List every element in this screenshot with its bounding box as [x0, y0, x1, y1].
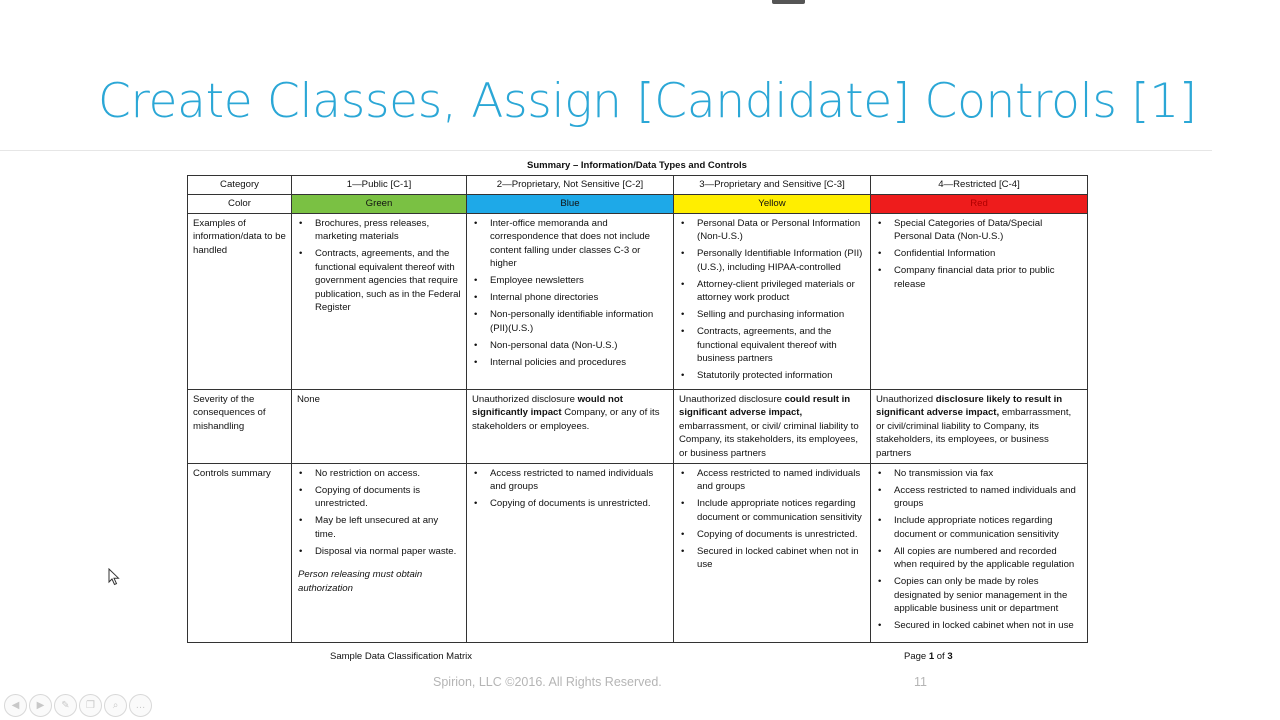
- list-item: • Personal Data or Personal Information (Non-U.S.): [697, 217, 865, 244]
- examples-c1-cell: [292, 214, 467, 390]
- list-item: • No transmission via fax: [894, 467, 1082, 480]
- list-item: • Access restricted to named individuals and groups: [894, 484, 1082, 511]
- list-item: • Copying of documents is unrestricted.: [490, 497, 668, 510]
- controls-c2-list: [472, 467, 668, 511]
- severity-c3-pre: Unauthorized disclosure: [679, 394, 785, 406]
- examples-c4-cell: [871, 214, 1088, 390]
- table-row-examples: [188, 214, 1088, 390]
- table-row-severity: [188, 390, 1088, 464]
- list-item: • Access restricted to named individuals and groups: [490, 467, 668, 494]
- list-item: • Statutorily protected information: [697, 369, 865, 382]
- controls-c1-note: Person releasing must obtain authorization: [298, 569, 423, 594]
- severity-c2-bold: would not significantly impact: [472, 394, 623, 419]
- list-item: • Copying of documents is unrestricted.: [315, 484, 461, 511]
- list-item: • Include appropriate notices regarding document or communication sensitivity: [894, 514, 1082, 541]
- list-item: • Inter-office memoranda and correspondence that does not include content falling under classes C-3 or higher: [490, 217, 668, 271]
- controls-c2-cell: [467, 464, 674, 643]
- list-item: • Company financial data prior to public release: [894, 264, 1082, 291]
- list-item: • Include appropriate notices regarding document or communication sensitivity: [697, 497, 865, 524]
- severity-c4-pre: Unauthorized: [876, 394, 936, 406]
- presentation-toolbar: [4, 694, 152, 717]
- examples-c3-cell: [674, 214, 871, 390]
- title-divider: [0, 150, 1212, 151]
- color-blue-cell: Blue: [467, 195, 674, 214]
- examples-c2-cell: [467, 214, 674, 390]
- color-red-cell: Red: [871, 195, 1088, 214]
- more-icon[interactable]: …: [129, 694, 152, 717]
- severity-c4: [871, 390, 1088, 464]
- header-proprietary-sensitive: 3—Proprietary and Sensitive [C-3]: [674, 176, 871, 195]
- severity-c4-post: embarrassment, or civil/criminal liability to Company, its stakeholders, its employees, or business partners: [876, 407, 1072, 459]
- list-item: • Personally Identifiable Information (PII) (U.S.), including HIPAA-controlled: [697, 247, 865, 274]
- severity-c2: [467, 390, 674, 464]
- slide-title: Create Classes, Assign [Candidate] Controls [1]: [98, 74, 1197, 129]
- list-item: • No restriction on access.: [315, 467, 461, 480]
- severity-c2-post: Company, or any of its stakeholders or employees.: [472, 407, 660, 432]
- examples-c4-list: [876, 217, 1082, 291]
- list-item: • Confidential Information: [894, 247, 1082, 260]
- list-item: • Selling and purchasing information: [697, 308, 865, 321]
- examples-label: Examples of information/data to be handled: [188, 214, 292, 390]
- slides-icon[interactable]: ❐: [79, 694, 102, 717]
- list-item: • Internal phone directories: [490, 291, 668, 304]
- controls-c3-cell: [674, 464, 871, 643]
- controls-c1-list: [297, 467, 461, 558]
- list-item: • All copies are numbered and recorded when required by the applicable regulation: [894, 545, 1082, 572]
- severity-c3: [674, 390, 871, 464]
- examples-c3-list: [679, 217, 865, 382]
- severity-c2-pre: Unauthorized disclosure: [472, 394, 578, 406]
- next-icon[interactable]: ▶: [29, 694, 52, 717]
- header-proprietary-not-sensitive: 2—Proprietary, Not Sensitive [C-2]: [467, 176, 674, 195]
- list-item: • Non-personal data (Non-U.S.): [490, 339, 668, 352]
- previous-icon[interactable]: ◀: [4, 694, 27, 717]
- slide-footer-copyright: Spirion, LLC ©2016. All Rights Reserved.: [433, 675, 662, 689]
- table-color-row: [188, 195, 1088, 214]
- header-restricted: 4—Restricted [C-4]: [871, 176, 1088, 195]
- classification-matrix-table: [187, 175, 1088, 643]
- list-item: • Brochures, press releases, marketing materials: [315, 217, 461, 244]
- controls-c4-cell: [871, 464, 1088, 643]
- examples-c2-list: [472, 217, 668, 369]
- severity-label: Severity of the consequences of mishandling: [188, 390, 292, 464]
- list-item: • Secured in locked cabinet when not in use: [894, 619, 1082, 632]
- severity-c4-bold: disclosure likely to result in significant adverse impact,: [876, 394, 1063, 419]
- list-item: • Contracts, agreements, and the functional equivalent thereof with government agencies that require publication, such as in the Federal Register: [315, 247, 461, 314]
- list-item: • Access restricted to named individuals and groups: [697, 467, 865, 494]
- top-window-handle[interactable]: [772, 0, 805, 4]
- mouse-cursor-icon: [108, 568, 120, 586]
- document-heading: Summary – Information/Data Types and Controls: [527, 160, 747, 171]
- zoom-icon[interactable]: ⌕: [104, 694, 127, 717]
- list-item: • Employee newsletters: [490, 274, 668, 287]
- controls-c4-list: [876, 467, 1082, 632]
- color-label: Color: [188, 195, 292, 214]
- table-header-row: [188, 176, 1088, 195]
- slide-number: 11: [914, 675, 927, 689]
- list-item: • Special Categories of Data/Special Personal Data (Non-U.S.): [894, 217, 1082, 244]
- list-item: • Copies can only be made by roles designated by senior management in the applicable business unit or department: [894, 575, 1082, 615]
- list-item: • Copying of documents is unrestricted.: [697, 528, 865, 541]
- color-yellow-cell: Yellow: [674, 195, 871, 214]
- list-item: • Secured in locked cabinet when not in use: [697, 545, 865, 572]
- page-label: Page: [904, 651, 929, 662]
- color-green-cell: Green: [292, 195, 467, 214]
- table-row-controls: [188, 464, 1088, 643]
- document-footer-title: Sample Data Classification Matrix: [330, 651, 473, 662]
- controls-c1-cell: [292, 464, 467, 643]
- examples-c1-list: [297, 217, 461, 314]
- list-item: • Internal policies and procedures: [490, 356, 668, 369]
- pen-icon[interactable]: ✎: [54, 694, 77, 717]
- controls-c3-list: [679, 467, 865, 572]
- severity-c1: None: [292, 390, 467, 464]
- page-current: 1: [928, 651, 935, 662]
- severity-c3-bold: could result in significant adverse impact,: [679, 394, 851, 419]
- severity-c3-post: embarrassment, or civil/ criminal liability to Company, its stakeholders, its employees, or business partners: [679, 420, 859, 459]
- controls-label: Controls summary: [188, 464, 292, 643]
- document-page-indicator: [904, 651, 953, 662]
- page-total: 3: [947, 651, 953, 662]
- page-of: of: [934, 651, 948, 662]
- list-item: • Attorney-client privileged materials or attorney work product: [697, 278, 865, 305]
- header-public: 1—Public [C-1]: [292, 176, 467, 195]
- list-item: • May be left unsecured at any time.: [315, 514, 461, 541]
- list-item: • Non-personally identifiable information (PII)(U.S.): [490, 308, 668, 335]
- header-category: Category: [188, 176, 292, 195]
- list-item: • Disposal via normal paper waste.: [315, 545, 461, 558]
- list-item: • Contracts, agreements, and the functional equivalent thereof with business partners: [697, 325, 865, 365]
